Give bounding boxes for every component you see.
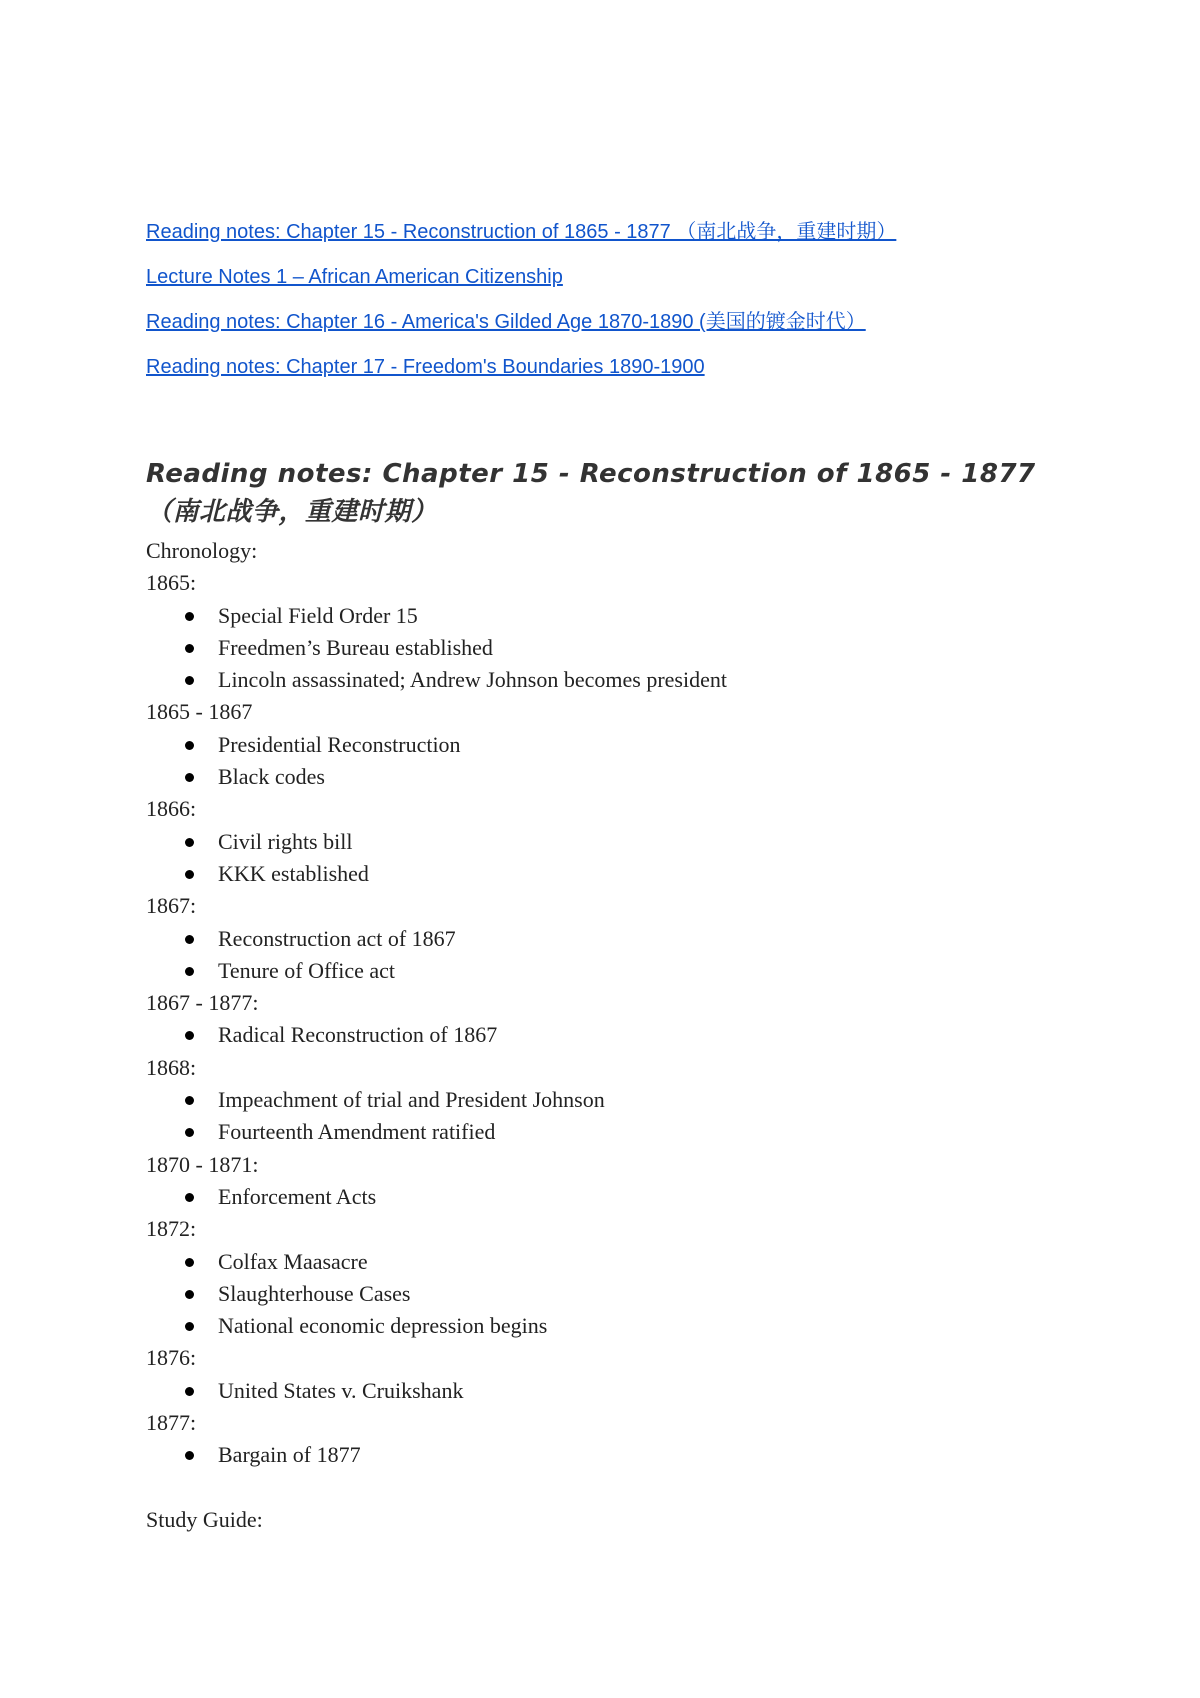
list-item: KKK established [146, 858, 1086, 890]
toc-link-chapter-16[interactable]: Reading notes: Chapter 16 - America's Gilded Age 1870-1890 (美国的镀金时代） [146, 311, 866, 333]
chronology-year: 1876: [146, 1345, 197, 1371]
bullet-icon [185, 935, 194, 944]
list-item: Slaughterhouse Cases [146, 1278, 1086, 1310]
chronology-year: 1872: [146, 1216, 197, 1242]
event-list [146, 1375, 1086, 1407]
list-item: Freedmen’s Bureau established [146, 632, 1086, 664]
chronology-year: 1870 - 1871: [146, 1151, 259, 1177]
event-list [146, 729, 1086, 794]
list-item: Enforcement Acts [146, 1181, 1086, 1213]
event-list [146, 826, 1086, 891]
list-item: Presidential Reconstruction [146, 729, 1086, 761]
event-list [146, 1439, 1086, 1471]
bullet-icon [185, 967, 194, 976]
list-item: Lincoln assassinated; Andrew Johnson becomes president [146, 664, 1086, 696]
list-item: Bargain of 1877 [146, 1439, 1086, 1471]
bullet-icon [185, 1193, 194, 1202]
bullet-icon [185, 644, 194, 653]
bullet-icon [185, 1322, 194, 1331]
bullet-icon [185, 1096, 194, 1105]
chronology-year: 1868: [146, 1054, 197, 1080]
list-item: Reconstruction act of 1867 [146, 923, 1086, 955]
document-page [146, 218, 1086, 1536]
section-heading: Reading notes: Chapter 15 - Reconstruction of 1865 - 1877 （南北战争，重建时期） [146, 459, 1036, 527]
list-item: Civil rights bill [146, 826, 1086, 858]
chronology-year: 1877: [146, 1410, 197, 1436]
toc-link-lecture-notes-1[interactable]: Lecture Notes 1 – African American Citizenship [146, 266, 563, 288]
event-list [146, 600, 1086, 697]
toc-link-chapter-17[interactable]: Reading notes: Chapter 17 - Freedom's Boundaries 1890-1900 [146, 356, 705, 378]
event-list [146, 1181, 1086, 1213]
chronology-year: 1865 - 1867 [146, 699, 253, 725]
chronology-year: 1866: [146, 796, 197, 822]
bullet-icon [185, 870, 194, 879]
list-item: Tenure of Office act [146, 955, 1086, 987]
bullet-icon [185, 1451, 194, 1460]
list-item: Special Field Order 15 [146, 600, 1086, 632]
list-item: Colfax Maasacre [146, 1246, 1086, 1278]
bullet-icon [185, 1258, 194, 1267]
list-item: Fourteenth Amendment ratified [146, 1116, 1086, 1148]
event-list [146, 923, 1086, 988]
toc-link-chapter-15[interactable]: Reading notes: Chapter 15 - Reconstruction of 1865 - 1877 （南北战争，重建时期） [146, 221, 897, 243]
chronology-year: 1867 - 1877: [146, 990, 259, 1016]
bullet-icon [185, 1031, 194, 1040]
study-guide-label: Study Guide: [146, 1506, 263, 1532]
bullet-icon [185, 612, 194, 621]
bullet-icon [185, 676, 194, 685]
list-item: United States v. Cruikshank [146, 1375, 1086, 1407]
chronology-year: 1867: [146, 893, 197, 919]
bullet-icon [185, 1128, 194, 1137]
bullet-icon [185, 741, 194, 750]
list-item: Radical Reconstruction of 1867 [146, 1019, 1086, 1051]
chronology-label: Chronology: [146, 538, 258, 563]
bullet-icon [185, 773, 194, 782]
list-item: Black codes [146, 761, 1086, 793]
chronology-year: 1865: [146, 570, 197, 596]
list-item: Impeachment of trial and President Johnson [146, 1084, 1086, 1116]
list-item: National economic depression begins [146, 1310, 1086, 1342]
chronology-list [146, 567, 1086, 1471]
bullet-icon [185, 1387, 194, 1396]
bullet-icon [185, 838, 194, 847]
event-list [146, 1019, 1086, 1051]
table-of-contents [146, 218, 1086, 381]
event-list [146, 1246, 1086, 1343]
bullet-icon [185, 1290, 194, 1299]
event-list [146, 1084, 1086, 1149]
